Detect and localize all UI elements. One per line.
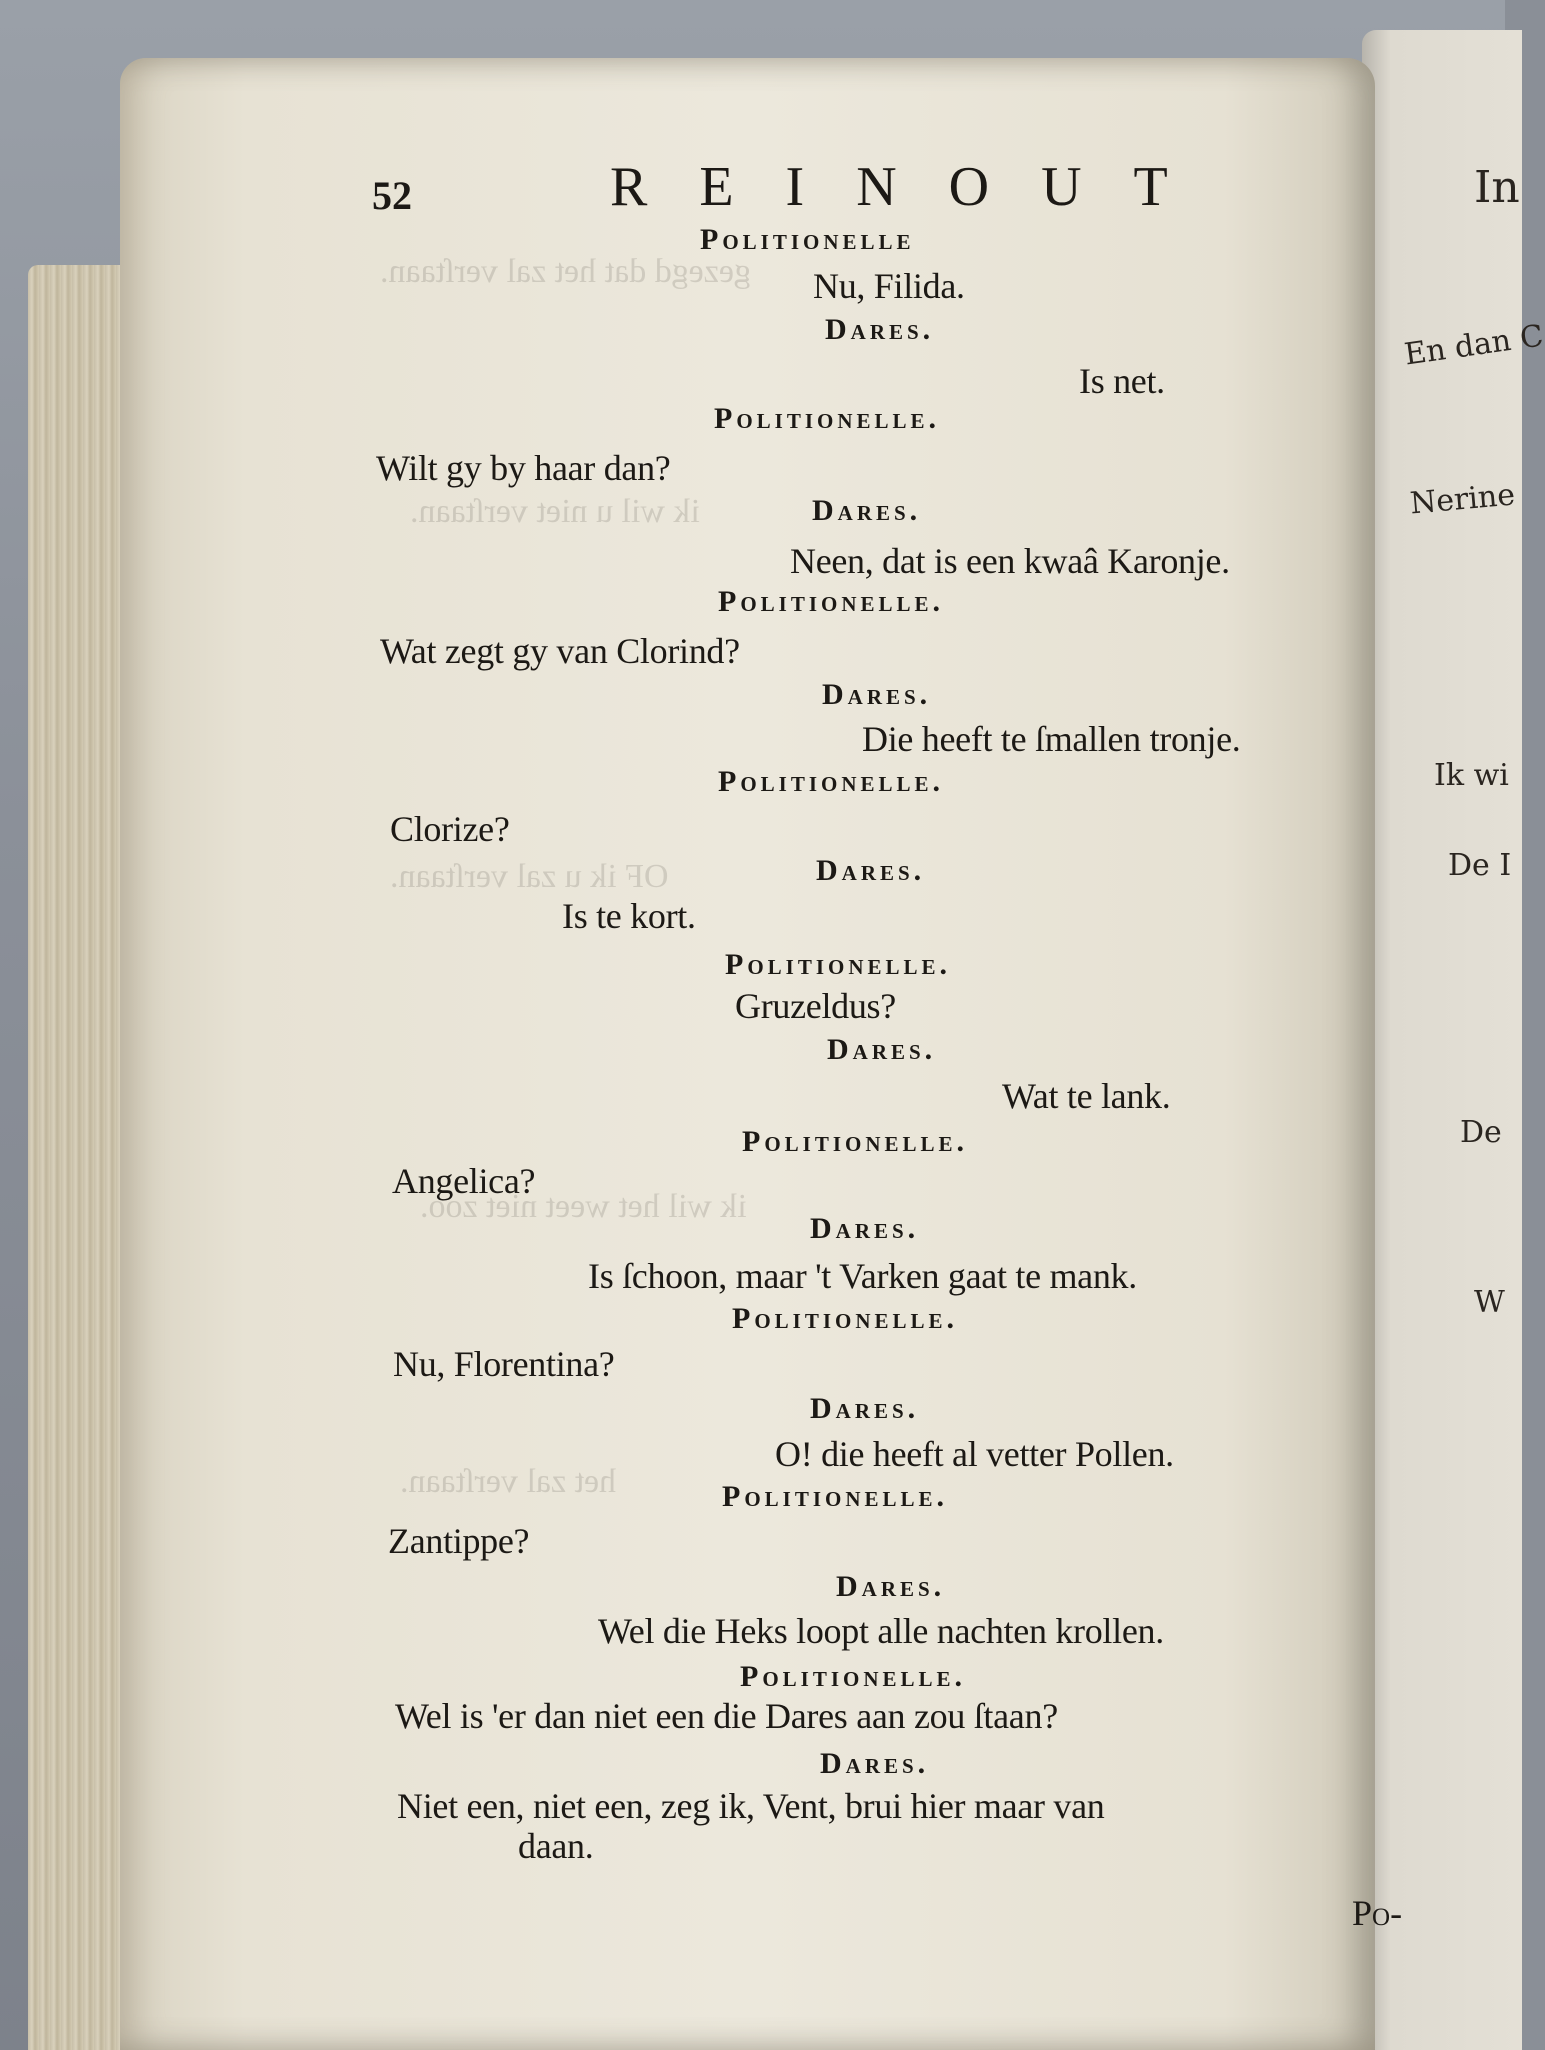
dialogue-line: Gruzeldus? <box>735 986 896 1026</box>
facing-fragment: Ik wi <box>1434 758 1509 793</box>
catchword: Po- <box>1352 1893 1403 1933</box>
facing-fragment: Nerine <box>1408 477 1517 522</box>
dialogue-line: Die heeft te ſmallen tronje. <box>862 719 1241 759</box>
speaker-heading: Politionelle <box>700 223 915 256</box>
speaker-heading: Politionelle. <box>722 1480 949 1513</box>
speaker-heading: Dares. <box>822 678 932 711</box>
speaker-heading: Dares. <box>810 1392 920 1425</box>
dialogue-line: Wat zegt gy van Clorind? <box>380 631 740 671</box>
speaker-heading: Politionelle. <box>732 1302 959 1335</box>
speaker-heading: Politionelle. <box>725 948 952 981</box>
speaker-heading: Dares. <box>827 1033 937 1066</box>
dialogue-line: Angelica? <box>392 1161 536 1201</box>
facing-fragment: In <box>1474 162 1520 213</box>
facing-fragment: De I <box>1448 848 1512 883</box>
speaker-heading: Dares. <box>836 1570 946 1603</box>
dialogue-line: Wel die Heks loopt alle nachten krollen. <box>598 1611 1164 1651</box>
page-number: 52 <box>372 173 412 218</box>
speaker-heading: Dares. <box>810 1212 920 1245</box>
dialogue-line: Wat te lank. <box>1002 1076 1171 1116</box>
dialogue-line: Wel is 'er dan niet een die Dares aan zou ſtaan? <box>395 1696 1058 1736</box>
dialogue-line: daan. <box>518 1826 594 1866</box>
facing-fragment: W <box>1474 1285 1505 1320</box>
dialogue-line: Niet een, niet een, zeg ik, Vent, brui hier maar van <box>397 1786 1105 1826</box>
speaker-heading: Dares. <box>816 854 926 887</box>
dialogue-line: Neen, dat is een kwaâ Karonje. <box>790 541 1230 581</box>
speaker-heading: Politionelle. <box>718 585 945 618</box>
dialogue-line: Is ſchoon, maar 't Varken gaat te mank. <box>588 1256 1137 1296</box>
speaker-heading: Politionelle. <box>740 1660 967 1693</box>
dialogue-line: Clorize? <box>390 809 510 849</box>
dialogue-line: Nu, Florentina? <box>393 1344 615 1384</box>
speaker-heading: Politionelle. <box>742 1125 969 1158</box>
dialogue-line: Zantippe? <box>388 1521 530 1561</box>
facing-fragment: En dan C <box>1402 318 1545 373</box>
speaker-heading: Dares. <box>825 313 935 346</box>
book-page: gezegd dat het zal verſtaan. ik wil u niet verſtaan. OF ik u zal verſtaan. ik wil het weet niet zoo. het zal verſtaan. <box>120 58 1375 2050</box>
dialogue-line: Wilt gy by haar dan? <box>376 448 671 488</box>
dialogue-line: O! die heeft al vetter Pollen. <box>775 1434 1174 1474</box>
speaker-heading: Dares. <box>812 494 922 527</box>
dialogue-line: Is net. <box>1079 361 1165 401</box>
facing-page <box>1362 30 1545 2050</box>
speaker-heading: Politionelle. <box>714 402 941 435</box>
running-head: REINOUT <box>610 156 1220 218</box>
dialogue-line: Nu, Filida. <box>813 266 965 306</box>
speaker-heading: Dares. <box>820 1747 930 1780</box>
dialogue-line: Is te kort. <box>562 896 696 936</box>
speaker-heading: Politionelle. <box>718 765 945 798</box>
facing-fragment: De <box>1460 1115 1502 1150</box>
